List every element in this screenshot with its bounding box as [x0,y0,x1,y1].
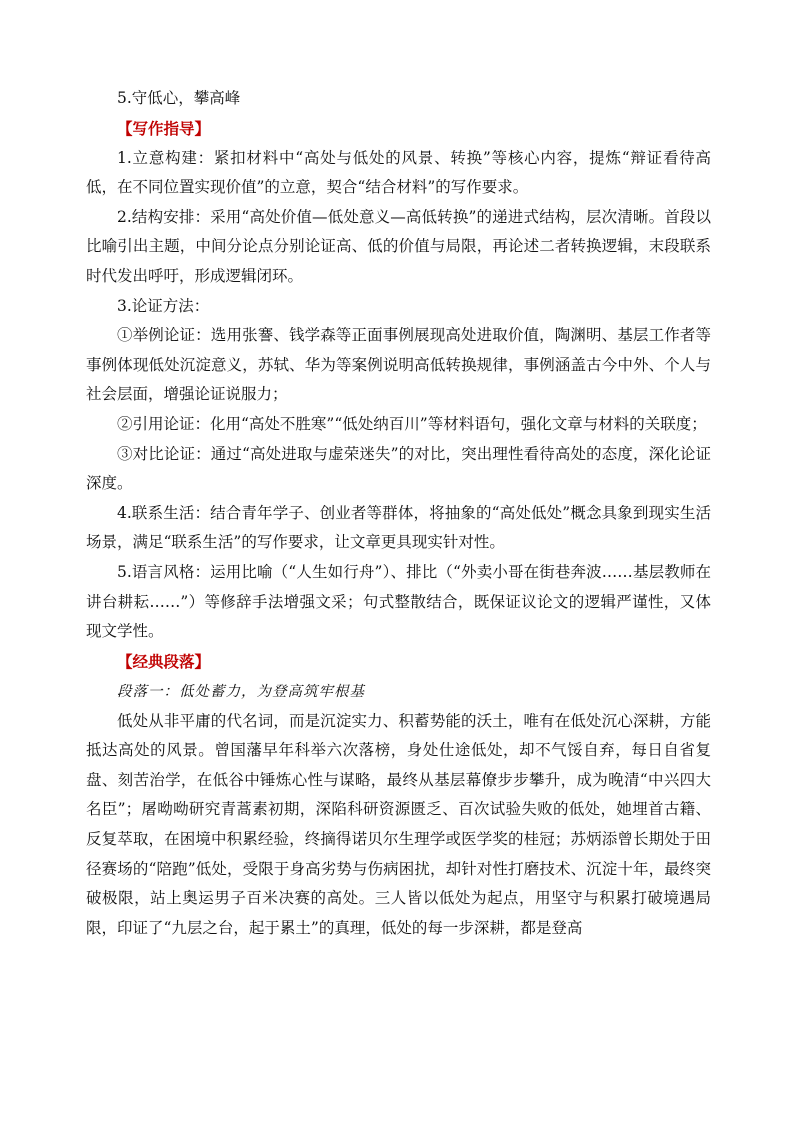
writing-guide-heading-text: 【写作指导】 [117,118,211,138]
guide-paragraph-4: 4.联系生活：结合青年学子、创业者等群体，将抽象的“高处低处”概念具象到现实生活场景，满足“联系生活”的写作要求，让文章更具现实针对性。 [86,503,711,552]
top-item: 5.守低心，攀高峰 [117,89,241,107]
document-content [86,84,711,943]
guide-paragraph-2: 2.结构安排：采用“高处价值—低处意义—高低转换”的递进式结构，层次清晰。首段以比喻引出主题，中间分论点分别论证高、低的价值与局限，再论述二者转换逻辑，末段联系时代发出呼吁，形成逻辑闭环。 [86,207,711,285]
writing-guide-heading [86,114,711,144]
paragraph-one-body: 低处从非平庸的代名词，而是沉淀实力、积蓄势能的沃土，唯有在低处沉心深耕，方能抵达高处的风景。曾国藩早年科举六次落榜，身处仕途低处，却不气馁自弃，每日自省复盘、刻苦治学，在低谷中锤炼心性与谋略，最终从基层幕僚步步攀升，成为晚清“中兴四大名臣”；屠呦呦研究青蒿素初期，深陷科研资源匮乏、百次试验失败的低处，她埋首古籍、反复萃取，在困境中积累经验，终摘得诺贝尔生理学或医学奖的桂冠；苏炳添曾长期处于田径赛场的“陪跑”低处，受限于身高劣势与伤病困扰，却针对性打磨技术、沉淀十年，最终突破极限，站上奥运男子百米决赛的高处。三人皆以低处为起点，用坚守与积累打破境遇局限，印证了“九层之台，起于累土”的真理，低处的每一步深耕，都是登高 [86,711,711,937]
guide-paragraph-3c: ③对比论证：通过“高处进取与虚荣迷失”的对比，突出理性看待高处的态度，深化论证深度。 [86,444,711,493]
guide-paragraph-3b: ②引用论证：化用“高处不胜寒”“低处纳百川”等材料语句，强化文章与材料的关联度； [117,414,707,433]
paragraph-one-subheading: 段落一：低处蓄力，为登高筑牢根基 [117,683,365,700]
guide-paragraph-3a: ①举例论证：选用张謇、钱学森等正面事例展现高处进取价值，陶渊明、基层工作者等事例体现低处沉淀意义，苏轼、华为等案例说明高低转换规律，事例涵盖古今中外、个人与社会层面，增强论证说服力； [86,326,711,404]
guide-paragraph-1: 1.立意构建：紧扣材料中“高处与低处的风景、转换”等核心内容，提炼“辩证看待高低，在不同位置实现价值”的立意，契合“结合材料”的写作要求。 [86,148,711,197]
classic-paragraphs-heading-text: 【经典段落】 [117,651,211,671]
classic-paragraphs-heading [86,647,711,677]
guide-paragraph-3: 3.论证方法： [117,296,210,315]
guide-paragraph-5: 5.语言风格：运用比喻（“人生如行舟”）、排比（“外卖小哥在街巷奔波……基层教师在讲台耕耘……”）等修辞手法增强文采；句式整散结合，既保证议论文的逻辑严谨性，又体现文学性。 [86,562,711,641]
